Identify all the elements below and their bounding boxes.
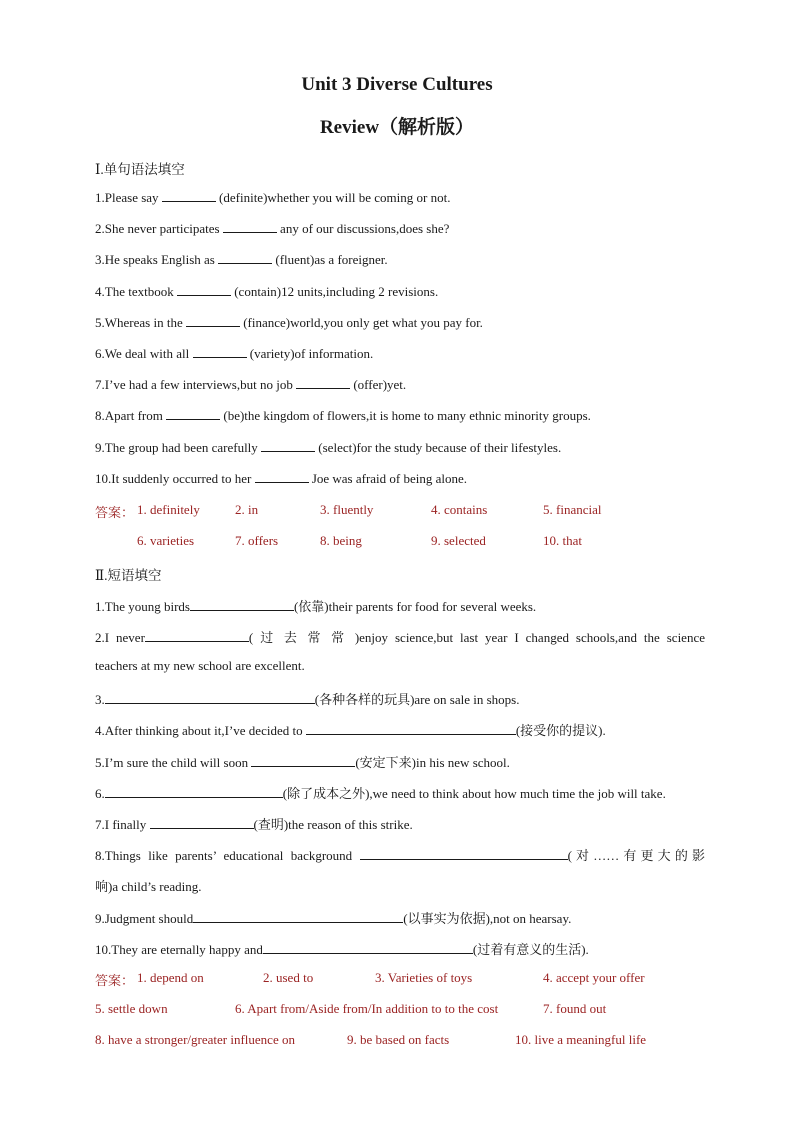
- answer-item: 6. Apart from/Aside from/In addition to to the cost: [235, 1001, 499, 1016]
- answer-item: 4. accept your offer: [543, 970, 645, 985]
- answer-label: 答案：: [95, 973, 135, 988]
- answer-item: 5. financial: [543, 502, 602, 517]
- answer-blank[interactable]: [263, 942, 473, 954]
- s1-item-5: 5.Whereas in the (finance)world,you only get what you pay for.: [95, 315, 483, 330]
- s2-item-2: 2.I never ( 过 去 常 常 )enjoy science,but last year I changed schools,and the science: [95, 630, 705, 645]
- answer-item: 2. in: [235, 502, 259, 517]
- s2-item-5: 5.I’m sure the child will soon (安定下来)in his new school.: [95, 755, 510, 770]
- answer-blank[interactable]: [251, 755, 355, 767]
- answer-blank[interactable]: [190, 599, 294, 611]
- answer-item: 7. found out: [543, 1001, 607, 1016]
- answer-blank[interactable]: [105, 692, 315, 704]
- answer-item: 4. contains: [431, 502, 488, 517]
- answer-item: 2. used to: [263, 970, 314, 985]
- s2-item-6: 6. (除了成本之外),we need to think about how much time the job will take.: [95, 786, 666, 801]
- answer-blank[interactable]: [162, 190, 216, 202]
- answer-item: 8. have a stronger/greater influence on: [95, 1032, 295, 1047]
- s2-item-1: 1.The young birds (依靠)their parents for food for several weeks.: [95, 599, 537, 614]
- answer-item: 6. varieties: [137, 533, 195, 548]
- section1-heading: Ⅰ.单句语法填空: [95, 162, 185, 177]
- s2-item-4: 4.After thinking about it,I’ve decided to (接受你的提议).: [95, 723, 606, 738]
- answer-blank[interactable]: [255, 471, 309, 483]
- answer-blank[interactable]: [150, 817, 254, 829]
- s1-item-2: 2.She never participates any of our discussions,does she?: [95, 221, 450, 236]
- s2-item-9: 9.Judgment should (以事实为依据),not on hearsay.: [95, 911, 572, 926]
- answer-blank[interactable]: [145, 630, 249, 642]
- answer-item: 10. live a meaningful life: [515, 1032, 647, 1047]
- answer-blank[interactable]: [296, 377, 350, 389]
- answer-item: 9. selected: [431, 533, 486, 548]
- answer-item: 7. offers: [235, 533, 279, 548]
- answer-blank[interactable]: [223, 221, 277, 233]
- answer-blank[interactable]: [166, 408, 220, 420]
- answer-blank[interactable]: [186, 315, 240, 327]
- answer-blank[interactable]: [105, 786, 283, 798]
- s2-item-3: 3. (各种各样的玩具)are on sale in shops.: [95, 692, 520, 707]
- document-subtitle: Review（解析版）: [319, 117, 475, 138]
- answer-item: 10. that: [543, 533, 582, 548]
- s2-item-8: 8.Things like parents’ educational background (对……有更大的影: [95, 848, 705, 863]
- s1-item-1: 1.Please say (definite)whether you will be coming or not.: [95, 190, 451, 205]
- answer-blank[interactable]: [177, 284, 231, 296]
- s1-item-6: 6.We deal with all (variety)of information.: [95, 346, 374, 361]
- s2-item-10: 10.They are eternally happy and (过着有意义的生活).: [95, 942, 589, 957]
- answer-blank[interactable]: [261, 440, 315, 452]
- document-title: Unit 3 Diverse Cultures: [301, 74, 493, 95]
- s1-item-9: 9.The group had been carefully (select)for the study because of their lifestyles.: [95, 440, 562, 455]
- answer-item: 9. be based on facts: [347, 1032, 450, 1047]
- answer-item: 5. settle down: [95, 1001, 168, 1016]
- answer-blank[interactable]: [306, 723, 516, 735]
- answer-label: 答案：: [95, 505, 135, 520]
- s1-item-7: 7.I’ve had a few interviews,but no job (offer)yet.: [95, 377, 407, 392]
- answer-blank[interactable]: [193, 346, 247, 358]
- answer-item: 1. definitely: [137, 502, 200, 517]
- section2-heading: Ⅱ.短语填空: [95, 568, 162, 583]
- s1-item-4: 4.The textbook (contain)12 units,including 2 revisions.: [95, 284, 439, 299]
- answer-blank[interactable]: [218, 252, 272, 264]
- answer-item: 3. fluently: [320, 502, 374, 517]
- answer-item: 3. Varieties of toys: [375, 970, 473, 985]
- s2-item-2-cont: teachers at my new school are excellent.: [95, 658, 305, 673]
- answer-blank[interactable]: [193, 911, 403, 923]
- answer-item: 1. depend on: [137, 970, 204, 985]
- s1-item-10: 10.It suddenly occurred to her Joe was afraid of being alone.: [95, 471, 468, 486]
- s2-item-8-cont: 响)a child’s reading.: [95, 879, 202, 894]
- s2-item-7: 7.I finally (查明)the reason of this strike.: [95, 817, 413, 832]
- s1-item-8: 8.Apart from (be)the kingdom of flowers,it is home to many ethnic minority groups.: [95, 408, 591, 423]
- answer-blank[interactable]: [360, 848, 568, 860]
- answer-item: 8. being: [320, 533, 362, 548]
- s1-item-3: 3.He speaks English as (fluent)as a foreigner.: [95, 252, 388, 267]
